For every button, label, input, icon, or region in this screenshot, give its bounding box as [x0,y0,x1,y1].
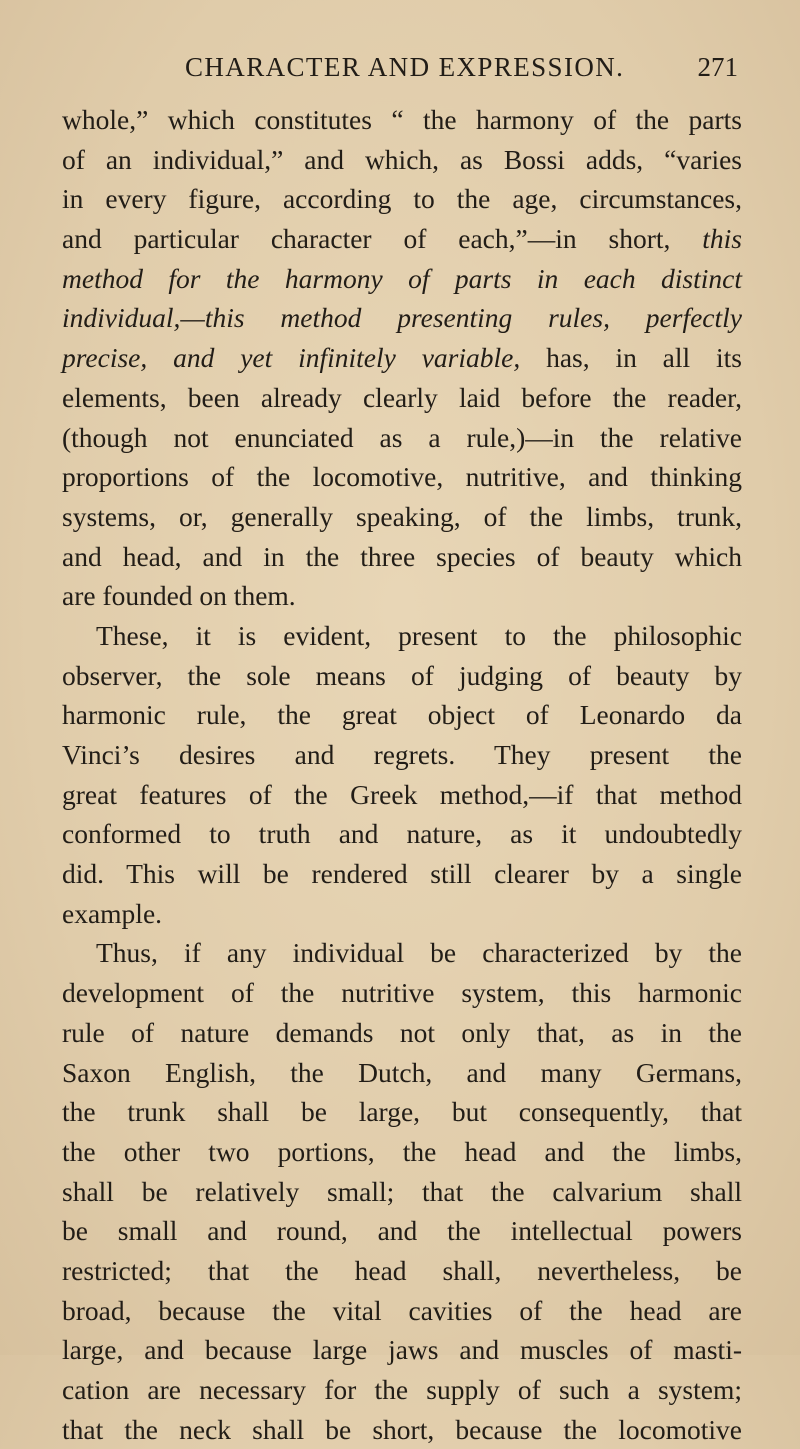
paragraph-start: Thus, if any individual be characterized by the [96,937,742,969]
text-line-mixed [62,219,742,259]
text-line: of an individual,” and which, as Bossi adds, “varies [62,143,742,175]
text-line: rule of nature demands not only that, as in the [62,1016,742,1048]
text-line: did. This will be rendered still clearer by a single [62,858,742,890]
text-line: systems, or, generally speaking, of the limbs, trunk, [62,500,742,532]
text-line: proportions of the locomotive, nutritive, and thinking [62,461,742,493]
page-number: 271 [697,52,738,82]
text-line-italic [62,259,742,299]
text-span: and particular character of each,”—in short, [62,223,671,255]
text-line: the other two portions, the head and the limbs, [62,1135,742,1167]
text-line: the trunk shall be large, but consequently, that [62,1096,742,1128]
text-line: shall be relatively small; that the calvarium shall [62,1175,742,1207]
text-line: example. [62,897,163,929]
text-line: development of the nutritive system, this harmonic [62,977,742,1009]
body-text [62,100,742,1449]
text-line: observer, the sole means of judging of beauty by [62,659,742,691]
text-line: Saxon English, the Dutch, and many Germans, [62,1056,742,1088]
text-line: broad, because the vital cavities of the head are [62,1294,742,1326]
italic-span: individual,—this method presenting rules, perfectly [62,302,742,334]
italic-span: method for the harmony of parts in each distinct [62,262,742,294]
text-span: has, in all its [546,342,742,374]
text-line: (though not enunciated as a rule,)—in the relative [62,421,742,453]
text-line: whole,” which constitutes “ the harmony of the parts [62,104,742,135]
text-line: conformed to truth and nature, as it undoubtedly [62,818,742,850]
running-head: CHARACTER AND EXPRESSION. [185,52,625,82]
page-header [185,52,738,92]
text-line-mixed [62,338,742,378]
text-line: that the neck shall be short, because the locomotive [62,1413,742,1445]
text-line: are founded on them. [62,580,296,612]
text-line: great features of the Greek method,—if that method [62,778,742,810]
text-line: restricted; that the head shall, nevertheless, be [62,1254,742,1286]
text-line: be small and round, and the intellectual powers [62,1215,742,1247]
italic-span: precise, and yet infinitely variable, [62,342,521,374]
paragraph-start: These, it is evident, present to the philosophic [96,619,742,651]
text-line: harmonic rule, the great object of Leonardo da [62,699,742,731]
italic-span: this [702,223,742,255]
text-line: elements, been already clearly laid before the reader, [62,381,742,413]
text-line: Vinci’s desires and regrets. They present the [62,739,742,770]
text-line: large, and because large jaws and muscles of masti- [62,1334,742,1366]
text-line: and head, and in the three species of beauty which [62,540,742,572]
text-line: cation are necessary for the supply of such a system; [62,1374,742,1405]
text-line: in every figure, according to the age, circumstances, [62,183,742,215]
text-line-italic [62,298,742,338]
